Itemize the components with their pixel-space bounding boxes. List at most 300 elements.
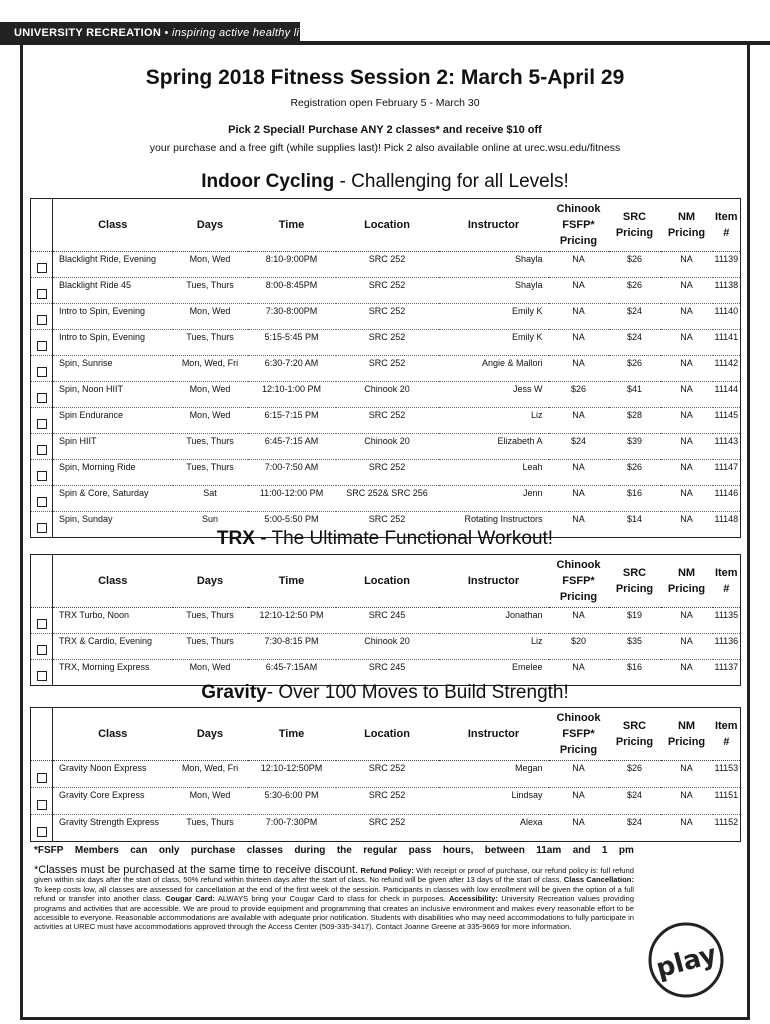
cell-nm: NA bbox=[661, 788, 713, 815]
header-fsfp-label: Chinook bbox=[556, 559, 601, 571]
class-checkbox[interactable] bbox=[37, 263, 47, 273]
header-class bbox=[53, 708, 173, 761]
cell-fsfp: NA bbox=[549, 330, 609, 356]
section-separator: - bbox=[254, 528, 272, 549]
cell-item: 11136 bbox=[713, 634, 741, 660]
header-days bbox=[173, 555, 248, 608]
class-checkbox[interactable] bbox=[37, 289, 47, 299]
header-nm-label: NM bbox=[677, 567, 696, 579]
header-nm-label: NM bbox=[677, 720, 696, 732]
header-days-label: Days bbox=[196, 219, 224, 231]
cell-time: 11:00-12:00 PM bbox=[248, 486, 336, 512]
cell-class: Gravity Core Express bbox=[53, 788, 173, 815]
fsfp-word: hours, bbox=[442, 845, 474, 856]
table-row bbox=[31, 434, 741, 460]
fsfp-word: 11am bbox=[536, 845, 562, 856]
cell-location: SRC 252 bbox=[336, 252, 439, 278]
header-fsfp-label: FSFP* bbox=[562, 219, 595, 231]
cell-instructor: Liz bbox=[439, 634, 549, 660]
cell-class: Intro to Spin, Evening bbox=[53, 330, 173, 356]
header-item-label: Item bbox=[714, 567, 738, 579]
header-select bbox=[31, 708, 53, 761]
cell-days: Sun bbox=[173, 512, 248, 538]
registration-note: Registration open February 5 - March 30 bbox=[290, 97, 480, 109]
cell-days: Tues, Thurs bbox=[173, 330, 248, 356]
cell-days: Tues, Thurs bbox=[173, 608, 248, 634]
section-tagline: Challenging for all Levels! bbox=[351, 171, 569, 192]
cell-time: 5:30-6:00 PM bbox=[248, 788, 336, 815]
section-tagline: Over 100 Moves to Build Strength! bbox=[278, 682, 569, 703]
cell-days: Mon, Wed bbox=[173, 408, 248, 434]
row-select-cell[interactable] bbox=[31, 815, 53, 842]
card-text: ALWAYS bring your Cougar Card to class for check in purposes. bbox=[217, 894, 446, 904]
header-fsfp-label: Chinook bbox=[556, 203, 601, 215]
cell-class: Gravity Noon Express bbox=[53, 761, 173, 788]
header-class-label: Class bbox=[98, 728, 128, 740]
cell-item: 11135 bbox=[713, 608, 741, 634]
header-band bbox=[0, 22, 321, 45]
cell-class: Intro to Spin, Evening bbox=[53, 304, 173, 330]
cell-days: Tues, Thurs bbox=[173, 460, 248, 486]
cell-fsfp: NA bbox=[549, 356, 609, 382]
cell-fsfp: NA bbox=[549, 788, 609, 815]
table-row bbox=[31, 761, 741, 788]
cell-item: 11153 bbox=[713, 761, 741, 788]
section-name: Indoor Cycling bbox=[201, 171, 335, 192]
class-checkbox[interactable] bbox=[37, 619, 47, 629]
header-time bbox=[248, 708, 336, 761]
cell-days: Sat bbox=[173, 486, 248, 512]
table-row bbox=[31, 304, 741, 330]
cell-nm: NA bbox=[661, 252, 713, 278]
section-separator: - bbox=[334, 171, 352, 192]
cell-nm: NA bbox=[661, 460, 713, 486]
class-checkbox[interactable] bbox=[37, 671, 47, 681]
row-select-cell[interactable] bbox=[31, 278, 53, 304]
play-logo bbox=[646, 920, 726, 1000]
table-header-row bbox=[31, 199, 741, 252]
row-select-cell[interactable] bbox=[31, 761, 53, 788]
class-checkbox[interactable] bbox=[37, 773, 47, 783]
cell-fsfp: NA bbox=[549, 660, 609, 686]
fsfp-note bbox=[34, 845, 634, 856]
class-checkbox[interactable] bbox=[37, 367, 47, 377]
card-label: Cougar Card: bbox=[165, 894, 215, 904]
cell-time: 12:10-12:50PM bbox=[248, 761, 336, 788]
header-days bbox=[173, 199, 248, 252]
section-title bbox=[0, 171, 770, 193]
header-nm bbox=[661, 708, 713, 761]
cell-time: 7:00-7:50 AM bbox=[248, 460, 336, 486]
table-row bbox=[31, 815, 741, 842]
cell-time: 5:15-5:45 PM bbox=[248, 330, 336, 356]
table-header-row bbox=[31, 708, 741, 761]
header-class-label: Class bbox=[98, 219, 128, 231]
section-tagline: The Ultimate Functional Workout! bbox=[271, 528, 554, 549]
header-fsfp bbox=[549, 555, 609, 608]
cancel-text: To keep costs low, all classes are assessed for cancellation at the end of the first week of the session. Participants in classes with low enrollment will be given the option of a full refund or transfer into another class. bbox=[34, 884, 634, 904]
class-checkbox[interactable] bbox=[37, 827, 47, 837]
header-src-label: SRC bbox=[622, 211, 647, 223]
cell-nm: NA bbox=[661, 382, 713, 408]
cell-nm: NA bbox=[661, 634, 713, 660]
header-fsfp bbox=[549, 199, 609, 252]
cell-fsfp: NA bbox=[549, 512, 609, 538]
cell-class: Spin, Sunday bbox=[53, 512, 173, 538]
cell-class: TRX, Morning Express bbox=[53, 660, 173, 686]
cell-instructor: Megan bbox=[439, 761, 549, 788]
header-nm-label: Pricing bbox=[667, 227, 706, 239]
header-location bbox=[336, 555, 439, 608]
table-row bbox=[31, 252, 741, 278]
cell-src: $24 bbox=[609, 788, 661, 815]
cell-location: Chinook 20 bbox=[336, 634, 439, 660]
cell-fsfp: NA bbox=[549, 608, 609, 634]
cell-src: $24 bbox=[609, 304, 661, 330]
header-item bbox=[713, 708, 741, 761]
cancel-label: Class Cancellation: bbox=[563, 875, 634, 885]
header-item-label: # bbox=[723, 227, 730, 239]
table-row bbox=[31, 408, 741, 434]
fsfp-word: pm bbox=[618, 845, 634, 856]
header-nm-label: Pricing bbox=[667, 736, 706, 748]
cell-item: 11141 bbox=[713, 330, 741, 356]
table-row bbox=[31, 788, 741, 815]
header-item bbox=[713, 199, 741, 252]
cell-class: Spin, Morning Ride bbox=[53, 460, 173, 486]
section-separator: - bbox=[266, 682, 279, 703]
header-item-label: # bbox=[723, 736, 730, 748]
header-src-label: Pricing bbox=[615, 736, 654, 748]
table-row bbox=[31, 330, 741, 356]
header-fsfp-label: Pricing bbox=[559, 744, 598, 756]
access-label: Accessibility: bbox=[448, 894, 498, 904]
row-select-cell[interactable] bbox=[31, 608, 53, 634]
class-checkbox[interactable] bbox=[37, 445, 47, 455]
cell-time: 6:45-7:15 AM bbox=[248, 434, 336, 460]
class-checkbox[interactable] bbox=[37, 341, 47, 351]
header-fsfp-label: FSFP* bbox=[562, 575, 595, 587]
cell-location: SRC 245 bbox=[336, 608, 439, 634]
cell-src: $16 bbox=[609, 486, 661, 512]
class-checkbox[interactable] bbox=[37, 800, 47, 810]
cell-fsfp: NA bbox=[549, 304, 609, 330]
header-instructor-label: Instructor bbox=[467, 219, 520, 231]
fsfp-word: regular bbox=[363, 845, 398, 856]
header-fsfp-label: FSFP* bbox=[562, 728, 595, 740]
cell-instructor: Liz bbox=[439, 408, 549, 434]
cell-fsfp: NA bbox=[549, 486, 609, 512]
cell-location: SRC 252 bbox=[336, 788, 439, 815]
fsfp-word: 1 bbox=[601, 845, 608, 856]
section-name: TRX bbox=[216, 528, 255, 549]
cell-nm: NA bbox=[661, 330, 713, 356]
cell-nm: NA bbox=[661, 761, 713, 788]
header-location-label: Location bbox=[364, 575, 410, 587]
cell-time: 12:10-1:00 PM bbox=[248, 382, 336, 408]
header-item bbox=[713, 555, 741, 608]
cell-nm: NA bbox=[661, 304, 713, 330]
policy-lead: *Classes must be purchased at the same time to receive discount. bbox=[34, 864, 359, 876]
header-select bbox=[31, 199, 53, 252]
cell-fsfp: NA bbox=[549, 761, 609, 788]
header-class bbox=[53, 555, 173, 608]
header-location bbox=[336, 199, 439, 252]
class-checkbox[interactable] bbox=[37, 393, 47, 403]
header-src-label: SRC bbox=[622, 567, 647, 579]
header-item-label: # bbox=[723, 583, 730, 595]
cell-time: 7:30-8:00PM bbox=[248, 304, 336, 330]
header-src bbox=[609, 199, 661, 252]
cell-days: Mon, Wed bbox=[173, 788, 248, 815]
cell-class: Spin & Core, Saturday bbox=[53, 486, 173, 512]
header-days bbox=[173, 708, 248, 761]
class-checkbox[interactable] bbox=[37, 471, 47, 481]
row-select-cell[interactable] bbox=[31, 252, 53, 278]
header-fsfp-label: Pricing bbox=[559, 591, 598, 603]
cell-item: 11145 bbox=[713, 408, 741, 434]
cell-src: $16 bbox=[609, 660, 661, 686]
cell-instructor: Rotating Instructors bbox=[439, 512, 549, 538]
header-item-label: Item bbox=[714, 720, 738, 732]
header-fsfp-label: Pricing bbox=[559, 235, 598, 247]
cell-time: 6:45-7:15AM bbox=[248, 660, 336, 686]
table-row bbox=[31, 460, 741, 486]
class-checkbox[interactable] bbox=[37, 419, 47, 429]
page-title: Spring 2018 Fitness Session 2: March 5-April 29 bbox=[145, 66, 625, 89]
fsfp-word: pass bbox=[408, 845, 432, 856]
table-row bbox=[31, 382, 741, 408]
cell-item: 11144 bbox=[713, 382, 741, 408]
header-instructor bbox=[439, 555, 549, 608]
cell-time: 8:10-9:00PM bbox=[248, 252, 336, 278]
cell-src: $19 bbox=[609, 608, 661, 634]
fsfp-word: during bbox=[294, 845, 326, 856]
header-fsfp bbox=[549, 708, 609, 761]
cell-time: 6:15-7:15 PM bbox=[248, 408, 336, 434]
header-nm-label: Pricing bbox=[667, 583, 706, 595]
cell-days: Tues, Thurs bbox=[173, 278, 248, 304]
row-select-cell[interactable] bbox=[31, 408, 53, 434]
header-class bbox=[53, 199, 173, 252]
header-instructor-label: Instructor bbox=[467, 575, 520, 587]
schedule-table bbox=[30, 198, 741, 538]
cell-src: $14 bbox=[609, 512, 661, 538]
cell-fsfp: $24 bbox=[549, 434, 609, 460]
cell-src: $26 bbox=[609, 460, 661, 486]
cell-class: Gravity Strength Express bbox=[53, 815, 173, 842]
cell-src: $28 bbox=[609, 408, 661, 434]
cell-location: SRC 252& SRC 256 bbox=[336, 486, 439, 512]
fsfp-word: purchase bbox=[190, 845, 236, 856]
cell-nm: NA bbox=[661, 408, 713, 434]
header-src-label: Pricing bbox=[615, 227, 654, 239]
cell-instructor: Leah bbox=[439, 460, 549, 486]
cell-instructor: Shayla bbox=[439, 252, 549, 278]
cell-src: $26 bbox=[609, 252, 661, 278]
cell-location: SRC 252 bbox=[336, 460, 439, 486]
section-name: Gravity bbox=[201, 682, 267, 703]
fsfp-word: only bbox=[158, 845, 180, 856]
cell-days: Mon, Wed, Fri bbox=[173, 761, 248, 788]
cell-class: Blacklight Ride 45 bbox=[53, 278, 173, 304]
cell-item: 11138 bbox=[713, 278, 741, 304]
cell-location: Chinook 20 bbox=[336, 434, 439, 460]
schedule-table bbox=[30, 554, 741, 686]
header-time bbox=[248, 199, 336, 252]
header-src-label: Pricing bbox=[615, 583, 654, 595]
refund-text: With receipt or proof of purchase, our refund policy is: full refund given within six days after the start of class, 50% refund within thirteen days after the start of class. No refund will be given after 13 days of the start of class. bbox=[34, 866, 634, 885]
cell-days: Mon, Wed bbox=[173, 382, 248, 408]
header-instructor-label: Instructor bbox=[467, 728, 520, 740]
cell-location: SRC 252 bbox=[336, 304, 439, 330]
cell-nm: NA bbox=[661, 486, 713, 512]
row-select-cell[interactable] bbox=[31, 634, 53, 660]
cell-location: SRC 252 bbox=[336, 330, 439, 356]
cell-instructor: Alexa bbox=[439, 815, 549, 842]
cell-days: Mon, Wed bbox=[173, 304, 248, 330]
cell-nm: NA bbox=[661, 356, 713, 382]
cell-nm: NA bbox=[661, 512, 713, 538]
cell-src: $41 bbox=[609, 382, 661, 408]
header-nm-label: NM bbox=[677, 211, 696, 223]
header-nm bbox=[661, 199, 713, 252]
cell-item: 11142 bbox=[713, 356, 741, 382]
row-select-cell[interactable] bbox=[31, 486, 53, 512]
header-time-label: Time bbox=[278, 728, 305, 740]
row-select-cell[interactable] bbox=[31, 788, 53, 815]
table-header-row bbox=[31, 555, 741, 608]
section-title bbox=[0, 682, 770, 704]
cell-class: Spin HIIT bbox=[53, 434, 173, 460]
header-src bbox=[609, 555, 661, 608]
table-row bbox=[31, 634, 741, 660]
cell-fsfp: NA bbox=[549, 278, 609, 304]
cell-location: SRC 245 bbox=[336, 660, 439, 686]
policy-text bbox=[34, 866, 634, 932]
row-select-cell[interactable] bbox=[31, 382, 53, 408]
header-fsfp-label: Chinook bbox=[556, 712, 601, 724]
cell-src: $26 bbox=[609, 761, 661, 788]
cell-days: Tues, Thurs bbox=[173, 434, 248, 460]
cell-src: $39 bbox=[609, 434, 661, 460]
cell-src: $24 bbox=[609, 815, 661, 842]
cell-fsfp: NA bbox=[549, 408, 609, 434]
cell-instructor: Jonathan bbox=[439, 608, 549, 634]
cell-instructor: Jenn bbox=[439, 486, 549, 512]
cell-location: SRC 252 bbox=[336, 278, 439, 304]
cell-time: 5:00-5:50 PM bbox=[248, 512, 336, 538]
org-tagline: inspiring active healthy living bbox=[171, 27, 321, 39]
header-location-label: Location bbox=[364, 728, 410, 740]
cell-location: Chinook 20 bbox=[336, 382, 439, 408]
fsfp-word: the bbox=[336, 845, 352, 856]
cell-fsfp: $26 bbox=[549, 382, 609, 408]
header-location-label: Location bbox=[364, 219, 410, 231]
cell-class: Blacklight Ride, Evening bbox=[53, 252, 173, 278]
cell-item: 11146 bbox=[713, 486, 741, 512]
cell-nm: NA bbox=[661, 660, 713, 686]
cell-class: Spin Endurance bbox=[53, 408, 173, 434]
cell-fsfp: NA bbox=[549, 252, 609, 278]
header-src bbox=[609, 708, 661, 761]
cell-class: TRX & Cardio, Evening bbox=[53, 634, 173, 660]
cell-src: $26 bbox=[609, 278, 661, 304]
cell-instructor: Angie & Mallori bbox=[439, 356, 549, 382]
cell-item: 11148 bbox=[713, 512, 741, 538]
fsfp-word: and bbox=[572, 845, 591, 856]
header-time-label: Time bbox=[278, 219, 305, 231]
cell-days: Mon, Wed bbox=[173, 660, 248, 686]
header-src-label: SRC bbox=[622, 720, 647, 732]
cell-time: 7:00-7:30PM bbox=[248, 815, 336, 842]
header-item-label: Item bbox=[714, 211, 738, 223]
org-name: UNIVERSITY RECREATION bbox=[14, 27, 162, 39]
cell-fsfp: NA bbox=[549, 460, 609, 486]
cell-fsfp: NA bbox=[549, 815, 609, 842]
row-select-cell[interactable] bbox=[31, 356, 53, 382]
cell-time: 12:10-12:50 PM bbox=[248, 608, 336, 634]
cell-location: SRC 252 bbox=[336, 512, 439, 538]
cell-instructor: Elizabeth A bbox=[439, 434, 549, 460]
cell-instructor: Lindsay bbox=[439, 788, 549, 815]
cell-instructor: Shayla bbox=[439, 278, 549, 304]
cell-location: SRC 252 bbox=[336, 356, 439, 382]
cell-instructor: Emily K bbox=[439, 304, 549, 330]
class-checkbox[interactable] bbox=[37, 497, 47, 507]
header-nm bbox=[661, 555, 713, 608]
cell-instructor: Emily K bbox=[439, 330, 549, 356]
header-bar bbox=[0, 0, 770, 45]
row-select-cell[interactable] bbox=[31, 460, 53, 486]
cell-item: 11152 bbox=[713, 815, 741, 842]
cell-src: $35 bbox=[609, 634, 661, 660]
row-select-cell[interactable] bbox=[31, 434, 53, 460]
cell-days: Tues, Thurs bbox=[173, 815, 248, 842]
cell-item: 11147 bbox=[713, 460, 741, 486]
table-row bbox=[31, 608, 741, 634]
cell-days: Mon, Wed, Fri bbox=[173, 356, 248, 382]
cell-item: 11151 bbox=[713, 788, 741, 815]
cell-time: 6:30-7:20 AM bbox=[248, 356, 336, 382]
row-select-cell[interactable] bbox=[31, 330, 53, 356]
class-checkbox[interactable] bbox=[37, 645, 47, 655]
header-instructor bbox=[439, 708, 549, 761]
header-location bbox=[336, 708, 439, 761]
fsfp-word: Members bbox=[74, 845, 119, 856]
header-days-label: Days bbox=[196, 728, 224, 740]
header-days-label: Days bbox=[196, 575, 224, 587]
row-select-cell[interactable] bbox=[31, 304, 53, 330]
cell-fsfp: $20 bbox=[549, 634, 609, 660]
cell-location: SRC 252 bbox=[336, 815, 439, 842]
schedule-table bbox=[30, 707, 741, 842]
cell-location: SRC 252 bbox=[336, 408, 439, 434]
class-checkbox[interactable] bbox=[37, 315, 47, 325]
table-row bbox=[31, 356, 741, 382]
cell-instructor: Jess W bbox=[439, 382, 549, 408]
cell-item: 11137 bbox=[713, 660, 741, 686]
header-time bbox=[248, 555, 336, 608]
cell-time: 7:30-8:15 PM bbox=[248, 634, 336, 660]
fsfp-word: *FSFP bbox=[34, 845, 64, 856]
fsfp-word: between bbox=[484, 845, 525, 856]
header-select bbox=[31, 555, 53, 608]
cell-days: Mon, Wed bbox=[173, 252, 248, 278]
cell-class: Spin, Sunrise bbox=[53, 356, 173, 382]
header-bullet: • bbox=[164, 27, 169, 39]
cell-instructor: Emelee bbox=[439, 660, 549, 686]
